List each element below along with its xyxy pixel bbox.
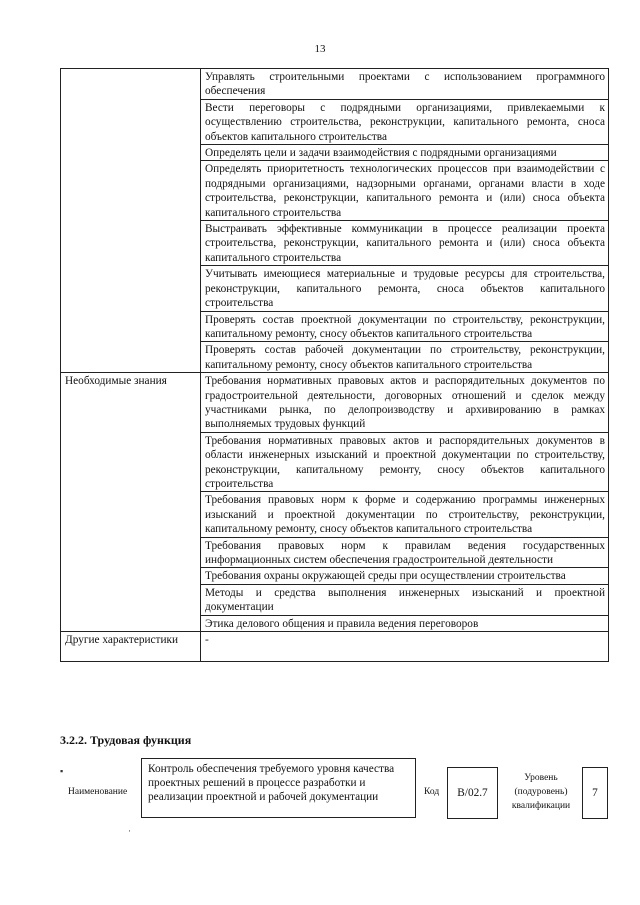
knowledge-item: Этика делового общения и правила ведения переговоров	[201, 615, 609, 631]
table-row	[61, 69, 609, 100]
skill-item: Учитывать имеющиеся материальные и трудовые ресурсы для строительства, реконструкции, капитального ремонта, сноса объектов капитального строительства	[201, 266, 609, 311]
skill-item: Проверять состав проектной документации по строительству, реконструкции, капитальному ремонту, сносу объектов капитального строительства	[201, 311, 609, 342]
skill-item: Проверять состав рабочей документации по строительству, реконструкции, капитальному ремонту, сносу объектов капитального строительства	[201, 342, 609, 373]
knowledge-item: Требования нормативных правовых актов и распорядительных документов по градостроительной деятельности, договорных отношений и сделок между участниками рынка, по делопроизводству и архивированию в рамках выполняемых трудовых функций	[201, 373, 609, 433]
scan-mark: ·	[128, 826, 131, 836]
qualification-level-box: 7	[582, 767, 608, 819]
competency-table	[60, 68, 609, 662]
skill-item: Определять цели и задачи взаимодействия с подрядными организациями	[201, 145, 609, 161]
skill-item: Вести переговоры с подрядными организациями, привлекаемыми к осуществлению строительства, реконструкции, капитального ремонта, сноса объектов капитального строительства	[201, 99, 609, 144]
skills-label-cell	[61, 69, 201, 373]
scan-mark: ▪	[60, 766, 64, 776]
name-label: Наименование	[68, 787, 128, 797]
knowledge-item: Требования правовых норм к правилам ведения государственных информационных систем обеспечения градостроительной деятельности	[201, 537, 609, 568]
knowledge-item: Методы и средства выполнения инженерных изысканий и проектной документации	[201, 584, 609, 615]
level-label: Уровень (подуровень) квалификации	[511, 773, 571, 811]
section-title: 3.2.2. Трудовая функция	[60, 733, 192, 747]
knowledge-item: Требования охраны окружающей среды при осуществлении строительства	[201, 568, 609, 584]
knowledge-label: Необходимые знания	[61, 373, 201, 632]
table-row	[61, 373, 609, 433]
function-name-box: Контроль обеспечения требуемого уровня качества проектных решений в процессе разработки и реализации проектной и рабочей документации	[141, 758, 416, 818]
page-number: 13	[314, 43, 326, 55]
knowledge-item: Требования правовых норм к форме и содержанию программы инженерных изысканий и проектной документации по строительству, реконструкции, капитальному ремонту, сносу объектов капитального строительства	[201, 492, 609, 537]
function-code-box: B/02.7	[447, 767, 498, 819]
other-value: -	[201, 632, 609, 662]
skill-item: Выстраивать эффективные коммуникации в процессе реализации проекта строительства, реконструкции, капитального ремонта и (или) сноса объекта капитального строительства	[201, 221, 609, 266]
skill-item: Определять приоритетность технологических процессов при взаимодействии с подрядными организациями, надзорными органами, органами власти в ходе строительства, реконструкции, капитального ремонта и (или) сноса объекта капитального строительства	[201, 161, 609, 221]
table-row	[61, 632, 609, 662]
other-label: Другие характеристики	[61, 632, 201, 662]
skill-item: Управлять строительными проектами с использованием программного обеспечения	[201, 69, 609, 100]
knowledge-item: Требования нормативных правовых актов и распорядительных документов в области инженерных изысканий и проектной документации по строительству, реконструкции, капитальному ремонту, сносу объектов капитального строительства	[201, 432, 609, 492]
code-label: Код	[424, 787, 440, 797]
